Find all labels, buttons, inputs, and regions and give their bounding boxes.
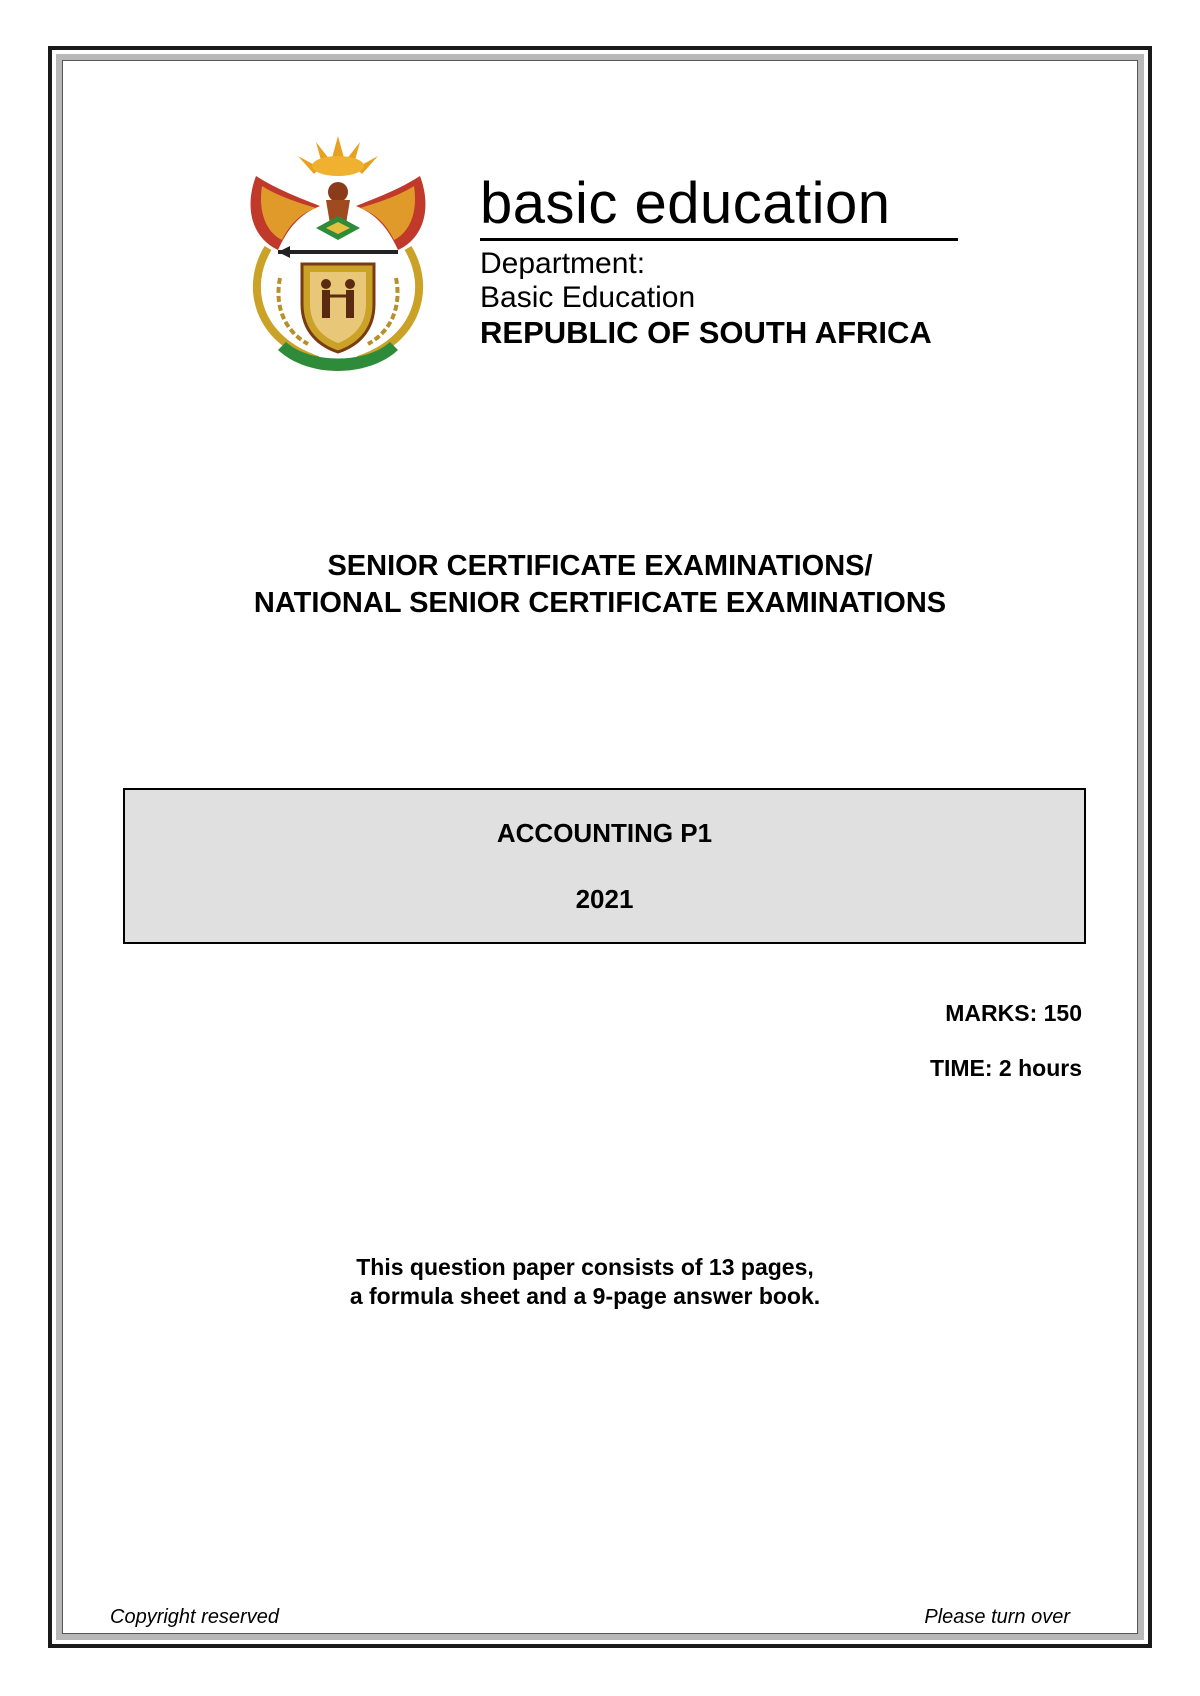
subject-year: 2021 — [575, 884, 634, 914]
subject-name: ACCOUNTING P1 — [496, 818, 713, 848]
coat-of-arms-icon — [238, 128, 438, 378]
exam-heading-line2: NATIONAL SENIOR CERTIFICATE EXAMINATIONS — [253, 587, 947, 619]
paper-contents-line2: a formula sheet and a 9-page answer book. — [349, 1283, 821, 1309]
paper-contents-note — [0, 1253, 1170, 1311]
time-label: TIME: 2 hours — [929, 1055, 1082, 1081]
country-name: REPUBLIC OF SOUTH AFRICA — [480, 315, 932, 350]
exam-heading — [0, 548, 1200, 622]
paper-contents-line1: This question paper consists of 13 pages, — [356, 1254, 814, 1280]
marks-label: MARKS: 150 — [945, 1000, 1082, 1026]
department-name: Basic Education — [480, 281, 696, 314]
footer-turn-over: Please turn over — [924, 1606, 1070, 1628]
brand-divider — [480, 238, 958, 241]
footer-copyright: Copyright reserved — [110, 1606, 279, 1628]
exam-details — [930, 1000, 1082, 1110]
exam-heading-line1: SENIOR CERTIFICATE EXAMINATIONS/ — [327, 550, 873, 582]
department-branding — [480, 172, 960, 351]
subject-box — [123, 788, 1086, 944]
brand-title: basic education — [480, 171, 891, 236]
department-label: Department: — [480, 247, 646, 280]
